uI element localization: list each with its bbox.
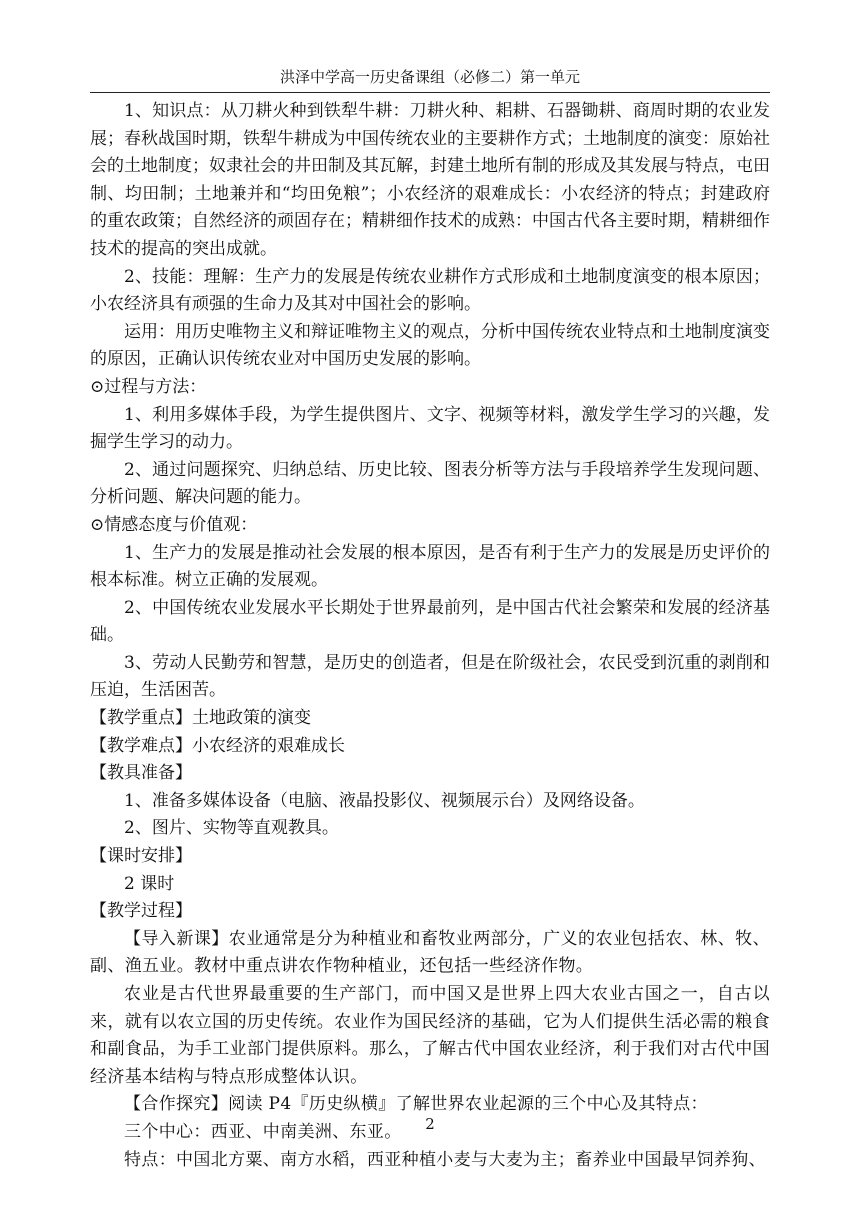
page-number: 2	[425, 1115, 435, 1133]
process-item-2: 2、通过问题探究、归纳总结、历史比较、图表分析等方法与手段培养学生发现问题、分析问题、解决问题的能力。	[90, 459, 770, 508]
process-methods-heading: ⊙过程与方法：	[90, 376, 207, 397]
cooperative-inquiry-paragraph: 【合作探究】阅读 P4『历史纵横』了解世界农业起源的三个中心及其特点：	[124, 1094, 708, 1115]
teaching-aids-item-1: 1、准备多媒体设备（电脑、液晶投影仪、视频展示台）及网络设备。	[124, 790, 645, 811]
values-item-2: 2、中国传统农业发展水平长期处于世界最前列，是中国古代社会繁荣和发展的经济基础。	[90, 597, 770, 646]
values-item-3: 3、劳动人民勤劳和智慧，是历史的创造者，但是在阶级社会，农民受到沉重的剥削和压迫，生活困苦。	[90, 652, 770, 701]
document-body	[90, 98, 770, 1174]
teaching-difficulty: 【教学难点】小农经济的艰难成长	[90, 735, 345, 756]
class-schedule-value: 2 课时	[124, 873, 175, 894]
three-centers-paragraph: 三个中心：西亚、中南美洲、东亚。	[124, 1121, 402, 1142]
class-schedule-heading: 【课时安排】	[90, 846, 192, 867]
application-paragraph: 运用：用历史唯物主义和辩证唯物主义的观点，分析中国传统农业特点和土地制度演变的原因，正确认识传统农业对中国历史发展的影响。	[90, 321, 770, 370]
teaching-aids-item-2: 2、图片、实物等直观教具。	[124, 818, 339, 839]
characteristics-paragraph: 特点：中国北方粟、南方水稻，西亚种植小麦与大麦为主；畜养业中国最早饲养狗、	[124, 1149, 766, 1170]
teaching-focus: 【教学重点】土地政策的演变	[90, 708, 311, 729]
introduction-paragraph: 【导入新课】农业通常是分为种植业和畜牧业两部分，广义的农业包括农、林、牧、副、渔五业。教材中重点讲农作物种植业，还包括一些经济作物。	[90, 928, 770, 977]
teaching-process-heading: 【教学过程】	[90, 901, 192, 922]
page-header: 洪泽中学高一历史备课组（必修二）第一单元	[279, 68, 580, 86]
skills-paragraph: 2、技能：理解：生产力的发展是传统农业耕作方式形成和土地制度演变的根本原因；小农经济具有顽强的生命力及其对中国社会的影响。	[90, 266, 770, 315]
header-divider	[90, 92, 770, 93]
process-item-1: 1、利用多媒体手段，为学生提供图片、文字、视频等材料，激发学生学习的兴趣，发掘学生学习的动力。	[90, 404, 770, 453]
knowledge-points-paragraph: 1、知识点：从刀耕火种到铁犁牛耕：刀耕火种、耜耕、石器锄耕、商周时期的农业发展；春秋战国时期，铁犁牛耕成为中国传统农业的主要耕作方式；土地制度的演变：原始社会的土地制度；奴隶社会的井田制及其瓦解，封建土地所有制的形成及其发展与特点，屯田制、均田制；土地兼并和“均田免粮”；小农经济的艰难成长：小农经济的特点；封建政府的重农政策；自然经济的顽固存在；精耕细作技术的成熟：中国古代各主要时期，精耕细作技术的提高的突出成就。	[90, 101, 770, 259]
values-item-1: 1、生产力的发展是推动社会发展的根本原因，是否有利于生产力的发展是历史评价的根本标准。树立正确的发展观。	[90, 542, 770, 591]
agriculture-paragraph: 农业是古代世界最重要的生产部门，而中国又是世界上四大农业古国之一，自古以来，就有以农立国的历史传统。农业作为国民经济的基础，它为人们提供生活必需的粮食和副食品，为手工业部门提供原料。那么，了解古代中国农业经济，利于我们对古代中国经济基本结构与特点形成整体认识。	[90, 984, 770, 1087]
teaching-aids-heading: 【教具准备】	[90, 763, 192, 784]
values-heading: ⊙情感态度与价值观：	[90, 514, 258, 535]
